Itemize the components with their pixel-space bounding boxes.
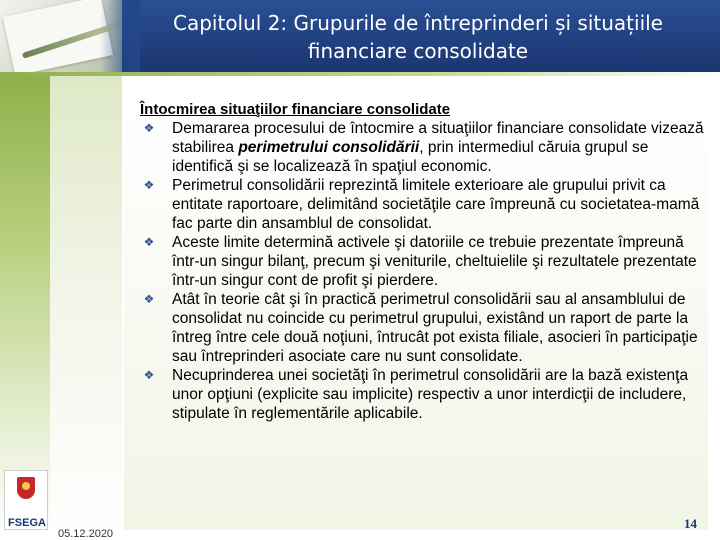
slide-date: 05.12.2020 — [58, 528, 114, 540]
bullet-item: ❖ Perimetrul consolidării reprezintă limitele exterioare ale grupului privit ca entitate raportoare, delimitând societăţile care împreună cu societatea-mamă fac parte din ansamblul de consolidat. — [140, 176, 706, 233]
diamond-bullet-icon: ❖ — [143, 121, 155, 135]
diamond-bullet-icon: ❖ — [143, 235, 155, 249]
diamond-bullet-icon: ❖ — [143, 368, 155, 382]
page-number: 14 — [684, 516, 697, 531]
bullet-list — [140, 119, 706, 423]
slide-title: Capitolul 2: Grupurile de întreprinderi și situațiile financiare consolidate — [173, 11, 663, 63]
bullet-item: ❖ Aceste limite determină activele şi datoriile ce trebuie prezentate împreună într-un singur bilanţ, precum şi veniturile, cheltuielile şi rezultatele prezentate într-un singur cont de profit şi pierdere. — [140, 233, 706, 290]
emphasis-text: perimetrului consolidării — [238, 139, 420, 156]
diamond-bullet-icon: ❖ — [143, 292, 155, 306]
section-heading: Întocmirea situaţiilor financiare consolidate — [140, 101, 451, 118]
bullet-item: ❖ Necuprinderea unei societăţi în perimetrul consolidării are la bază existenţa unor opţiuni (explicite sau implicite) respectiv a unor interdicţii de includere, stipulate în reglementările aplicabile. — [140, 366, 706, 423]
left-sidebar-fade — [50, 76, 122, 540]
paper-image — [3, 0, 113, 72]
bullet-item: ❖ Atât în teorie cât şi în practică perimetrul consolidării sau al ansamblului de consolidat nu coincide cu perimetrul grupului, existând un raport de parte la întreg între cele două noţiuni, întrucât pot exista filiale, asocieri în participaţie sau întreprinderi asociate care nu sunt consolidate. — [140, 290, 706, 366]
diamond-bullet-icon: ❖ — [143, 178, 155, 192]
logo-label: FSEGA — [8, 517, 46, 529]
content-panel — [124, 96, 708, 530]
bullet-item: ❖ Demararea procesului de întocmire a situaţiilor financiare consolidate vizează stabilirea perimetrului consolidării, prin intermediul căruia grupul se identifică şi se localizează în spaţiul economic. — [140, 119, 706, 176]
crest-icon — [17, 477, 35, 499]
title-bar — [0, 0, 720, 72]
fsega-logo — [4, 470, 48, 530]
